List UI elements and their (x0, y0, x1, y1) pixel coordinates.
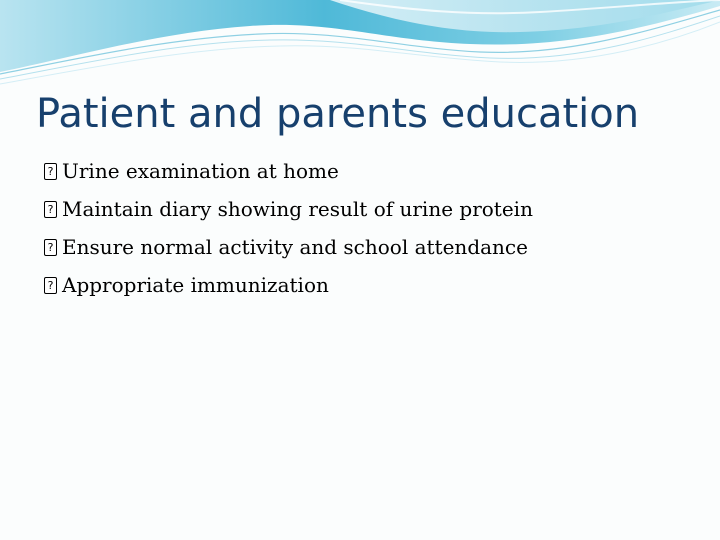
bullet-text: Maintain diary showing result of urine protein (62, 197, 533, 221)
slide-title: Patient and parents education (36, 91, 640, 137)
bullet-text: Ensure normal activity and school attendance (62, 235, 528, 259)
bullet-text: Appropriate immunization (62, 273, 329, 297)
list-item (44, 152, 533, 190)
bullet-list (44, 152, 533, 304)
bullet-text: Urine examination at home (62, 159, 339, 183)
missing-glyph-icon (44, 239, 57, 256)
list-item (44, 190, 533, 228)
list-item (44, 228, 533, 266)
header-wave-decoration (0, 0, 720, 100)
missing-glyph-icon (44, 201, 57, 218)
missing-glyph-icon (44, 163, 57, 180)
list-item (44, 266, 533, 304)
missing-glyph-icon (44, 277, 57, 294)
